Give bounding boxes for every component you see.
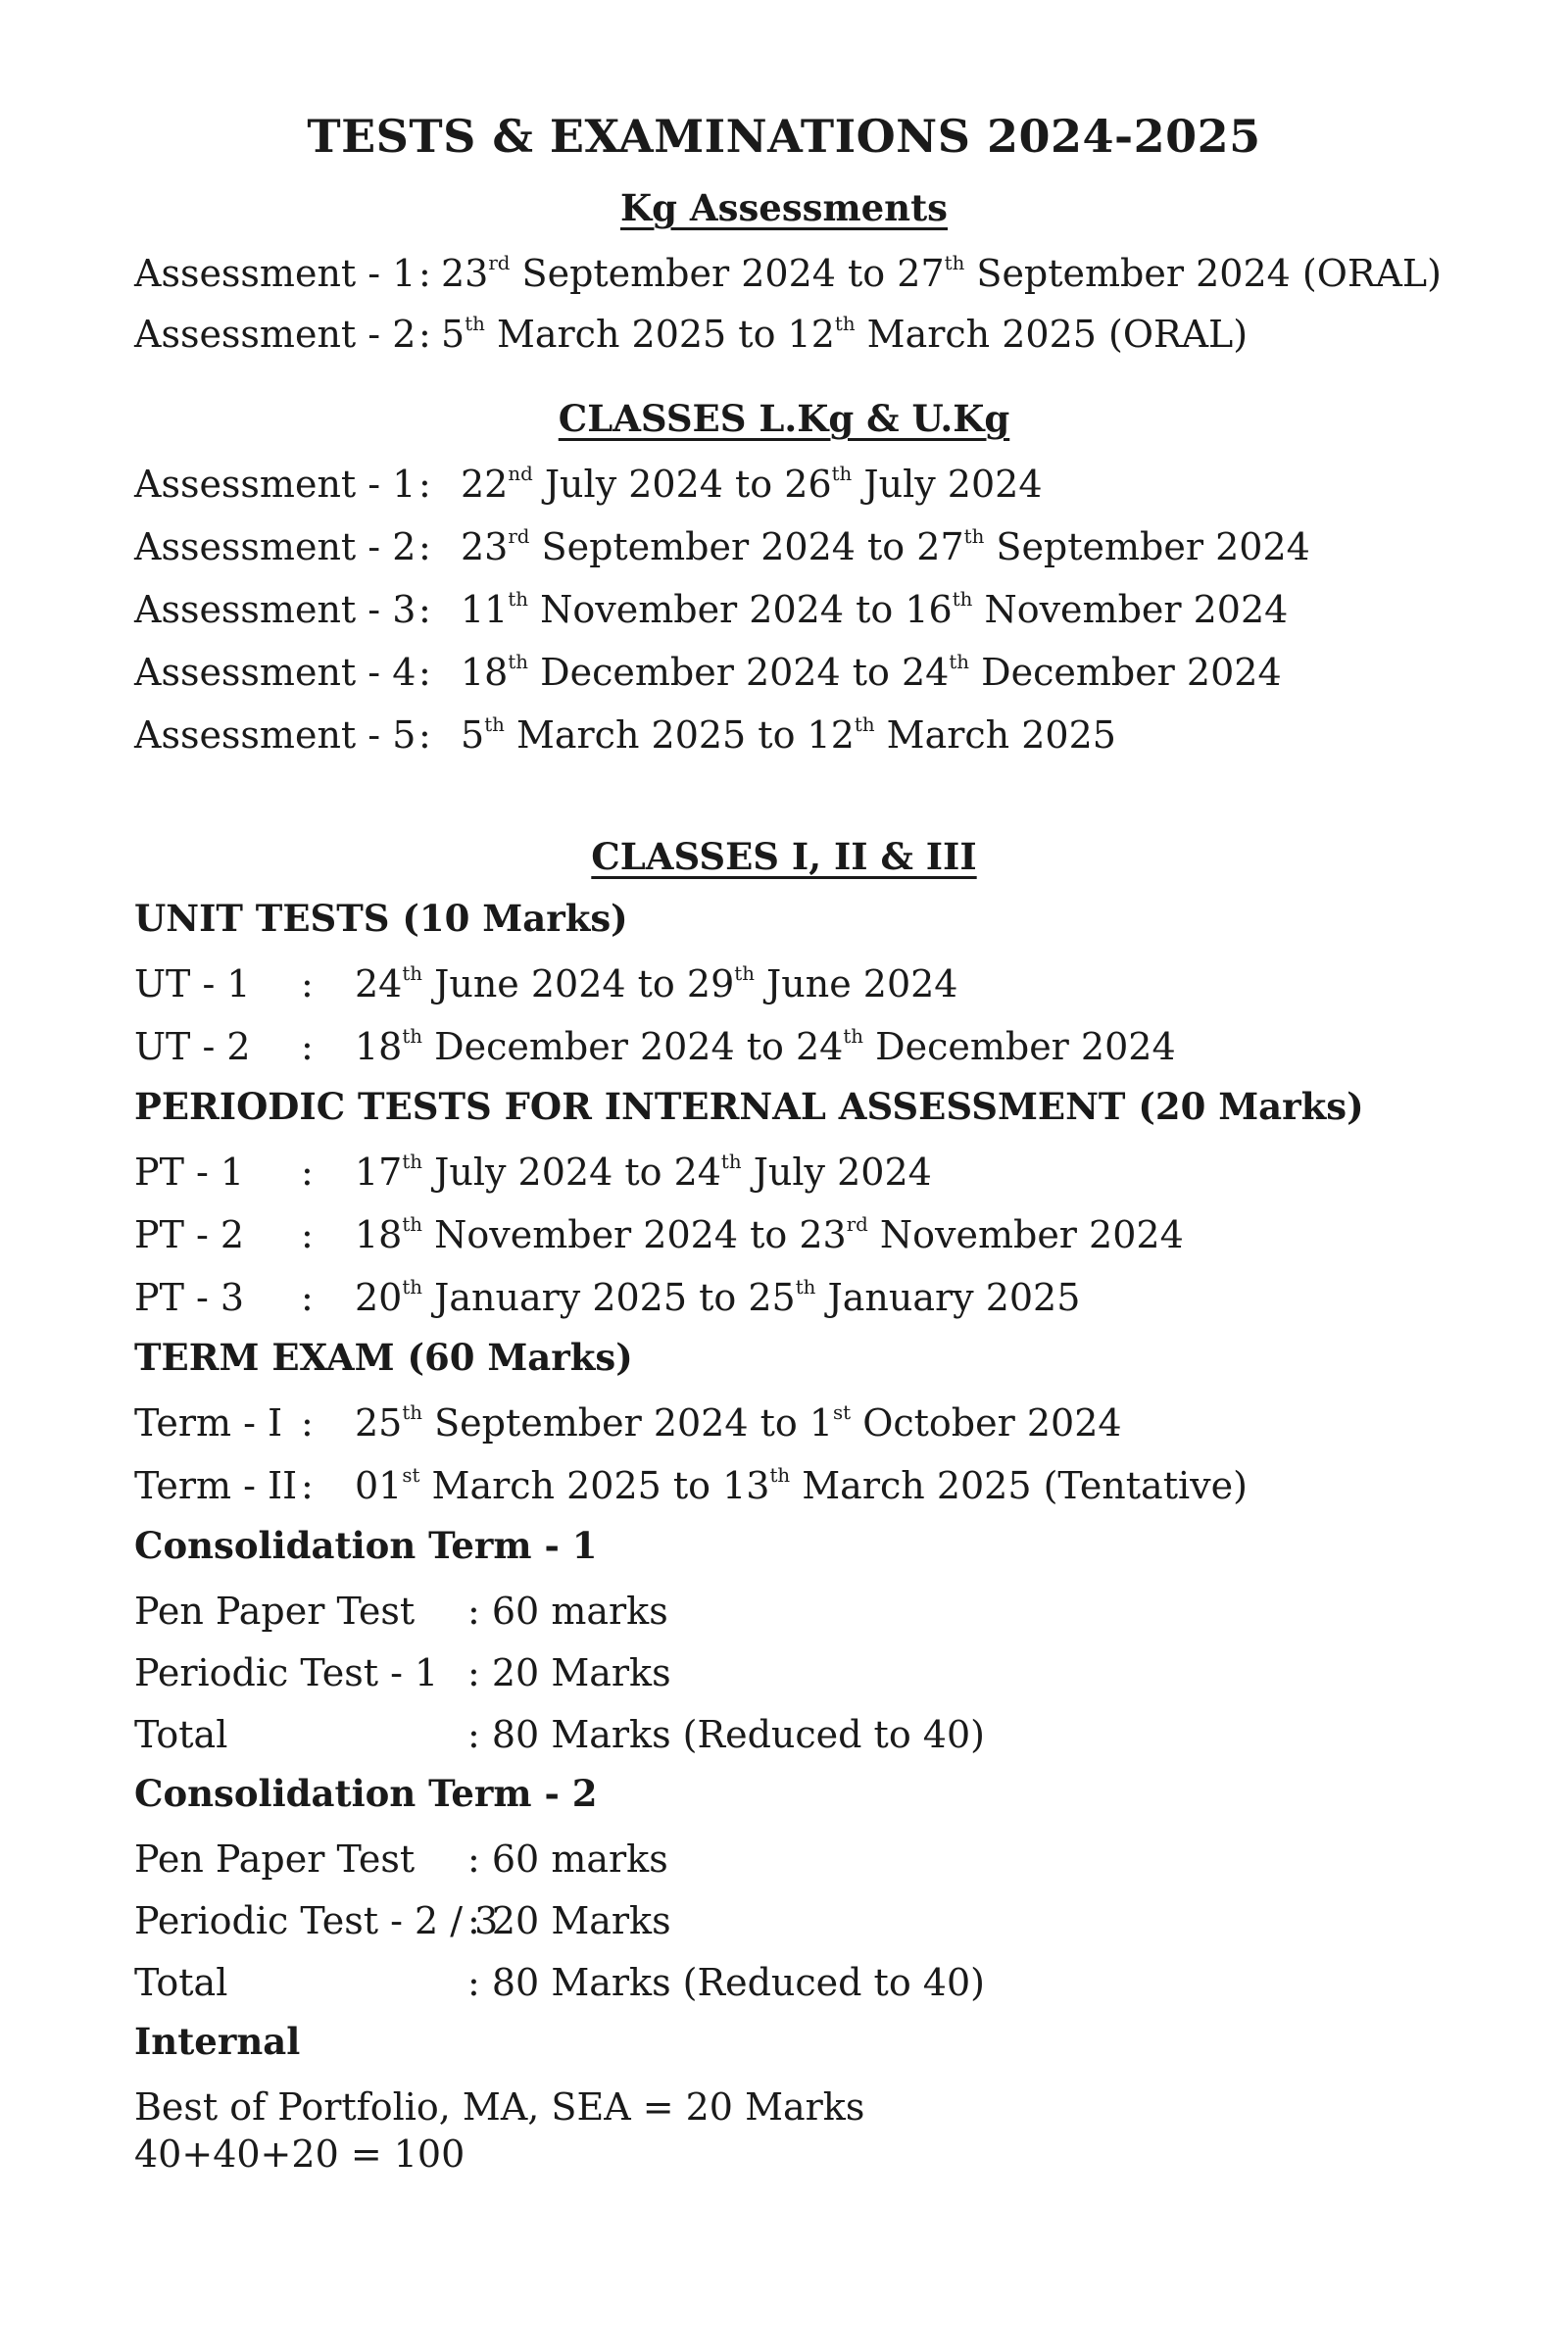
row-dates: 20th January 2025 to 25th January 2025 (355, 1276, 1081, 1319)
periodic-tests-heading: PERIODIC TESTS FOR INTERNAL ASSESSMENT (20 Marks) (134, 1085, 1364, 1128)
row-dates: 23rd September 2024 to 27th September 2024 (461, 525, 1310, 568)
row-label: UT - 2 (134, 1025, 251, 1068)
primary-heading: CLASSES I, II & III (591, 835, 977, 878)
row-value: : 20 Marks (467, 1651, 671, 1694)
lkg-heading: CLASSES L.Kg & U.Kg (558, 397, 1010, 440)
row-label: Assessment - 2 (134, 313, 416, 356)
consolidation-term-2-heading: Consolidation Term - 2 (134, 1772, 598, 1815)
row-label: PT - 3 (134, 1276, 245, 1319)
row-colon: : (301, 1213, 314, 1256)
row-label: Total (134, 1961, 228, 2004)
row-colon: : (418, 651, 431, 694)
row-dates: 24th June 2024 to 29th June 2024 (355, 962, 958, 1005)
row-colon: : (418, 252, 431, 295)
row-value: : 80 Marks (Reduced to 40) (467, 1961, 985, 2004)
row-dates: 18th December 2024 to 24th December 2024 (355, 1025, 1176, 1068)
row-colon: : (418, 588, 431, 631)
row-colon: : (418, 463, 431, 506)
row-dates: 25th September 2024 to 1st October 2024 (355, 1401, 1122, 1445)
row-colon: : (301, 1401, 314, 1445)
row-label: PT - 2 (134, 1213, 245, 1256)
internal-line-1: Best of Portfolio, MA, SEA = 20 Marks (134, 2085, 865, 2129)
row-colon: : (301, 962, 314, 1005)
term-exam-heading: TERM EXAM (60 Marks) (134, 1336, 633, 1379)
kg-heading: Kg Assessments (620, 186, 948, 229)
consolidation-term-1-heading: Consolidation Term - 1 (134, 1524, 598, 1567)
row-dates: 18th November 2024 to 23rd November 2024 (355, 1213, 1184, 1256)
row-value: : 60 marks (467, 1590, 668, 1633)
row-label: Assessment - 5 (134, 713, 416, 757)
row-colon: : (301, 1464, 314, 1507)
row-dates: 5th March 2025 to 12th March 2025 (ORAL) (441, 313, 1249, 356)
row-label: Periodic Test - 1 (134, 1651, 439, 1694)
row-colon: : (418, 713, 431, 757)
row-label: Assessment - 1 (134, 463, 416, 506)
row-dates: 23rd September 2024 to 27th September 2024 (ORAL) (441, 252, 1442, 295)
internal-heading: Internal (134, 2020, 301, 2063)
row-label: Assessment - 2 (134, 525, 416, 568)
row-dates: 01st March 2025 to 13th March 2025 (Tentative) (355, 1464, 1248, 1507)
row-dates: 17th July 2024 to 24th July 2024 (355, 1151, 932, 1194)
row-label: Pen Paper Test (134, 1838, 416, 1881)
row-label: Term - II (134, 1464, 298, 1507)
row-label: Pen Paper Test (134, 1590, 416, 1633)
page-title: TESTS & EXAMINATIONS 2024-2025 (307, 110, 1261, 163)
row-dates: 5th March 2025 to 12th March 2025 (461, 713, 1116, 757)
row-value: : 60 marks (467, 1838, 668, 1881)
row-colon: : (301, 1025, 314, 1068)
row-dates: 18th December 2024 to 24th December 2024 (461, 651, 1282, 694)
row-label: Assessment - 3 (134, 588, 416, 631)
row-label: Assessment - 4 (134, 651, 416, 694)
row-label: Total (134, 1713, 228, 1756)
row-colon: : (418, 525, 431, 568)
row-dates: 22nd July 2024 to 26th July 2024 (461, 463, 1043, 506)
row-colon: : (418, 313, 431, 356)
internal-line-2: 40+40+20 = 100 (134, 2132, 466, 2176)
row-label: PT - 1 (134, 1151, 245, 1194)
row-label: UT - 1 (134, 962, 251, 1005)
row-colon: : (301, 1276, 314, 1319)
row-value: : 80 Marks (Reduced to 40) (467, 1713, 985, 1756)
row-label: Assessment - 1 (134, 252, 416, 295)
row-label: Term - I (134, 1401, 283, 1445)
row-value: : 20 Marks (467, 1899, 671, 1942)
row-label: Periodic Test - 2 / 3 (134, 1899, 499, 1942)
unit-tests-heading: UNIT TESTS (10 Marks) (134, 897, 628, 940)
row-dates: 11th November 2024 to 16th November 2024 (461, 588, 1289, 631)
row-colon: : (301, 1151, 314, 1194)
